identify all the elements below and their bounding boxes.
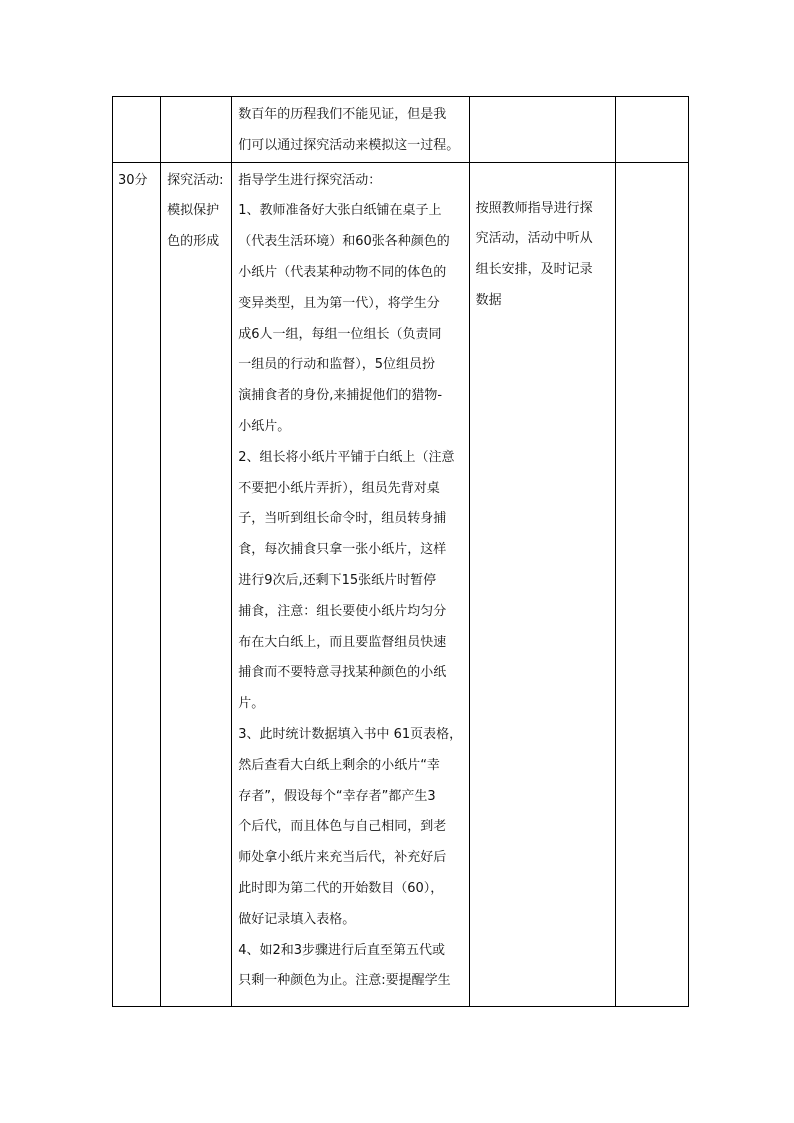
student-activity-cell	[469, 97, 615, 163]
teacher-text-line: 捕食，注意：组长要使小纸片均匀分	[238, 603, 447, 619]
topic-text-line: 模拟保护	[167, 203, 220, 219]
note-cell	[615, 97, 688, 163]
student-text-line: 数据	[475, 292, 502, 308]
teacher-text-line: 2、组长将小纸片平铺于白纸上（注意	[238, 449, 455, 465]
student-activity-cell	[469, 162, 615, 1006]
teacher-activity-cell	[232, 97, 469, 163]
teacher-text-line: 4、如2和3步骤进行后直至第五代或	[238, 942, 446, 958]
teacher-text-line: 指导学生进行探究活动：	[238, 172, 382, 188]
teacher-text-line: 们可以通过探究活动来模拟这一过程。	[238, 137, 460, 153]
table-row	[113, 97, 689, 163]
duration-text: 30分	[118, 172, 148, 188]
teacher-text-line: 捕食而不要特意寻找某种颜色的小纸	[238, 665, 447, 681]
lesson-plan-table	[112, 96, 689, 1007]
time-cell	[113, 97, 161, 163]
topic-text-line: 探究活动:	[167, 172, 224, 188]
topic-cell	[161, 97, 232, 163]
teacher-text-line: 数百年的历程我们不能见证，但是我	[238, 107, 447, 122]
teacher-text-line: 进行9次后,还剩下15张纸片时暂停	[238, 572, 437, 588]
teacher-text-line: 小纸片。	[238, 418, 291, 434]
teacher-text-line: 3、此时统计数据填入书中 61页表格，	[238, 726, 463, 742]
teacher-text-line: 小纸片（代表某种动物不同的体色的	[238, 264, 447, 280]
student-text-line: 组长安排，及时记录	[475, 262, 593, 278]
teacher-text-line: 布在大白纸上，而且要监督组员快速	[238, 634, 447, 650]
time-cell	[113, 162, 161, 1006]
topic-cell	[161, 162, 232, 1006]
teacher-text-line: 演捕食者的身份,来捕捉他们的猎物-	[238, 388, 443, 404]
teacher-text-line: 变异类型，且为第一代），将学生分	[238, 295, 440, 311]
teacher-activity-cell	[232, 162, 469, 1006]
teacher-text-line: 做好记录填入表格。	[238, 911, 356, 927]
student-text-line: 按照教师指导进行探	[475, 200, 593, 216]
teacher-text-line: 只剩一种颜色为止。注意:要提醒学生	[238, 973, 451, 989]
topic-text-line: 色的形成	[167, 234, 220, 250]
teacher-text-line: 师处拿小纸片来充当后代，补充好后	[238, 850, 447, 866]
table-row	[113, 162, 689, 1006]
teacher-text-line: 个后代，而且体色与自己相同，到老	[238, 819, 447, 835]
teacher-text-line: 一组员的行动和监督），5位组员扮	[238, 357, 435, 373]
teacher-text-line: 食，每次捕食只拿一张小纸片，这样	[238, 542, 447, 558]
teacher-text-line: （代表生活环境）和60张各种颜色的	[238, 234, 450, 250]
teacher-text-line: 成6人一组，每组一位组长（负责同	[238, 326, 442, 342]
teacher-text-line: 片。	[238, 696, 265, 712]
student-text-line: 究活动，活动中听从	[475, 231, 593, 247]
teacher-text-line: 子，当听到组长命令时，组员转身捕	[238, 511, 447, 527]
teacher-text-line: 然后查看大白纸上剩余的小纸片“幸	[238, 757, 440, 773]
teacher-text-line: 不要把小纸片弄折），组员先背对桌	[238, 480, 440, 496]
teacher-text-line: 此时即为第二代的开始数目（60），	[238, 880, 444, 896]
note-cell	[615, 162, 688, 1006]
teacher-text-line: 1、教师准备好大张白纸铺在桌子上	[238, 203, 442, 219]
teacher-text-line: 存者”，假设每个“幸存者”都产生3	[238, 788, 436, 804]
